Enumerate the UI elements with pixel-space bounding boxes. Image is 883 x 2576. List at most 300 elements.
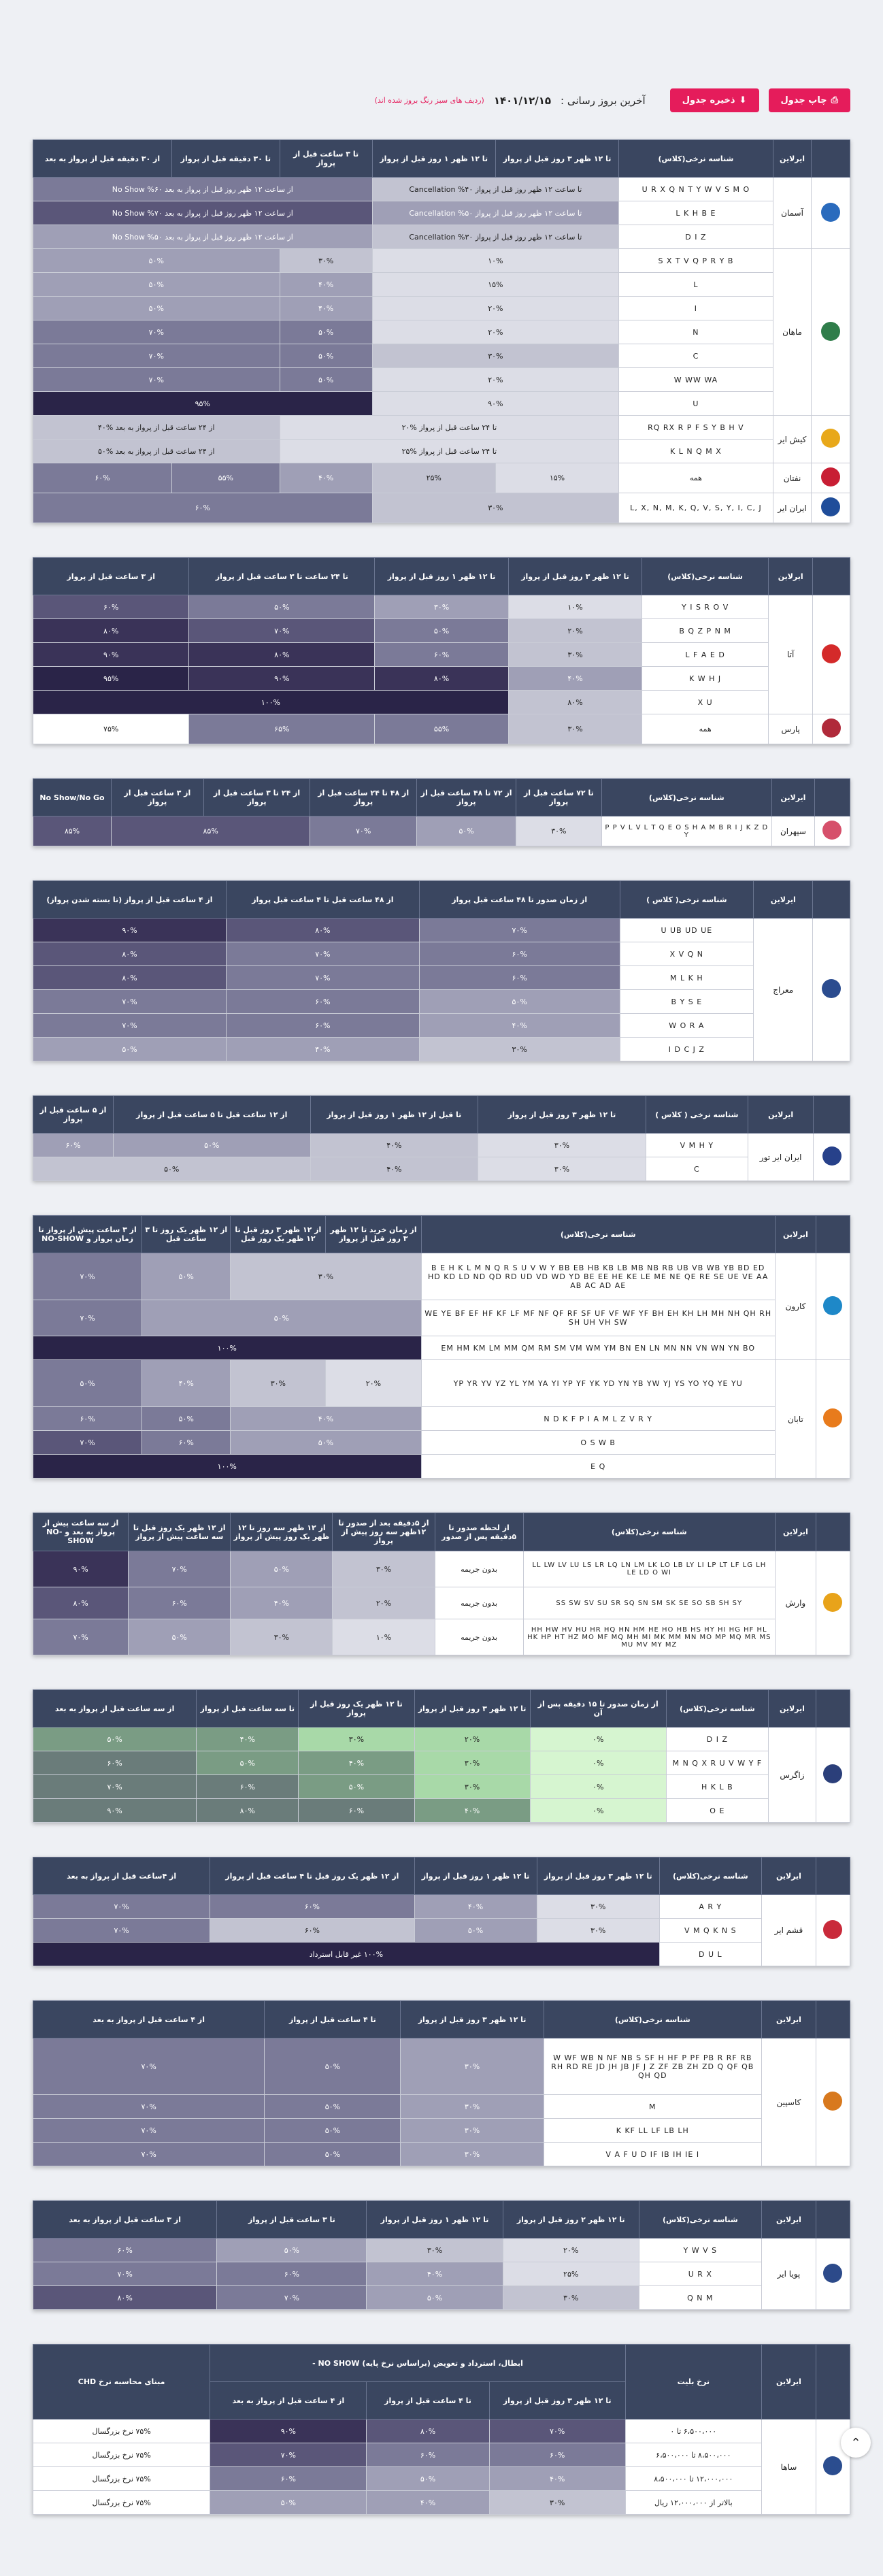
table-row [33, 595, 850, 619]
table-row [33, 1134, 850, 1157]
class-codes: همه [642, 714, 769, 744]
col-class: شناسه نرخی ( کلاس ) [646, 1096, 748, 1134]
col-4h: تا ۴ ساعت قبل از پرواز [367, 2382, 489, 2420]
save-button[interactable] [670, 88, 759, 112]
penalty-cell: ۴۰% [414, 1895, 537, 1919]
class-codes: K KF LL LF LB LH [544, 2119, 761, 2143]
col-airline: ایرلاین [775, 1513, 816, 1551]
table-header [33, 1096, 850, 1134]
table-row [33, 1919, 850, 1943]
col-class: شناسه نرخی(کلاس) [601, 779, 772, 816]
penalty-cell: ۵۰% [231, 1431, 421, 1455]
penalty-cell: ۵۰% [33, 273, 280, 297]
penalty-cell: ۴۰% [231, 1587, 333, 1619]
penalty-cell: ۸۰% [367, 2420, 489, 2443]
penalty-cell: ۵۰% [142, 1407, 231, 1431]
table-header [33, 1513, 850, 1551]
penalty-cell: ۲۰% [372, 297, 619, 320]
penalty-cell: ۴۰% [299, 1751, 414, 1775]
class-codes: U UB UD UE [620, 919, 754, 942]
iranair-logo-icon [812, 493, 850, 523]
airline-name: کارون [775, 1253, 816, 1360]
penalty-cell: ۵۰% [33, 1038, 227, 1061]
class-codes: L K H B E [619, 201, 773, 225]
class-codes: S X T V Q P R Y B [619, 249, 773, 273]
penalty-cell: ۸۵% [33, 816, 112, 846]
penalty-table-6 [33, 1215, 850, 1479]
penalty-cell: ۲۰% [372, 368, 619, 392]
penalty-cell: ۶۰% [419, 966, 620, 990]
penalty-cell: ۷۵% [33, 714, 189, 744]
class-codes: K L N Q M X [619, 440, 773, 463]
table-row [33, 178, 850, 201]
col-3days: تا ۱۲ ظهر ۳ روز قبل از پرواز [537, 1857, 659, 1895]
class-codes: D I Z [666, 1728, 768, 1751]
penalty-cell: ۲۰% [503, 2239, 639, 2262]
col-airline-logo [816, 1690, 850, 1728]
table-row [33, 1587, 850, 1619]
col-after-4h: از ۴ ساعت قبل از پرواز به بعد [210, 2382, 367, 2420]
penalty-cell: ۶۰% [142, 1431, 231, 1455]
penalty-cell: ۳۰% [375, 595, 509, 619]
col-airline-logo [816, 1857, 850, 1895]
penalty-cell: ۱۰۰% غیر قابل استرداد [33, 1943, 660, 1966]
class-codes: Y W V S [639, 2239, 761, 2262]
col-class: شناسه نرخی(کلاس) [544, 2001, 761, 2038]
penalty-cell: ۵۰% [217, 2239, 367, 2262]
airline-name: معراج [754, 919, 813, 1061]
table-row [33, 1728, 850, 1751]
col-24-3h: تا ۲۴ ساعت تا ۳ ساعت قبل از پرواز [189, 558, 375, 595]
class-codes: Y I S R O V [642, 595, 769, 619]
save-label: ذخیره جدول [682, 95, 735, 105]
penalty-cell: ۷۰% [226, 966, 419, 990]
penalty-cell: ۶۰% [33, 463, 172, 493]
penalty-cell: ۶۰% [226, 990, 419, 1014]
penalty-cell: از ۲۴ ساعت قبل از پرواز به بعد %۵۰ [33, 440, 280, 463]
penalty-cell: تا ساعت ۱۲ ظهر روز قبل از پرواز Cancellation %۵۰ [372, 201, 619, 225]
penalty-cell: ۷۰% [33, 1014, 227, 1038]
pars-logo-icon [813, 714, 850, 744]
class-codes: M L K H [620, 966, 754, 990]
penalty-cell: ۵۵% [375, 714, 509, 744]
col-3-1day: از ۱۲ ظهر ۳ روز قبل تا ۱۲ ظهر یک روز قبل [231, 1216, 326, 1253]
penalty-cell: ۲۰% [326, 1360, 421, 1407]
penalty-cell: ۳۰% [231, 1619, 333, 1655]
penalty-cell: ۵۰% [416, 816, 516, 846]
col-48h: از زمان صدور تا ۴۸ ساعت قبل پرواز [419, 881, 620, 919]
penalty-cell: ۰% [530, 1728, 666, 1751]
table-row [33, 1551, 850, 1587]
penalty-cell: تا ۲۴ ساعت قبل از پرواز %۲۵ [280, 440, 619, 463]
penalty-cell: ۱۰% [333, 1619, 435, 1655]
penalty-cell: ۷۰% [33, 320, 280, 344]
penalty-cell: ۷۰% [33, 1300, 142, 1336]
table-row [33, 1799, 850, 1823]
penalty-cell: تا ۲۴ ساعت قبل از پرواز %۲۰ [280, 416, 619, 440]
col-airline: ایرلاین [761, 2201, 816, 2239]
penalty-cell: ۷۰% [33, 990, 227, 1014]
class-codes: Q N M [639, 2286, 761, 2310]
col-3hours: تا ۳ ساعت قبل از پرواز [280, 140, 372, 178]
penalty-cell: ۴۰% [231, 1407, 421, 1431]
print-label: چاپ جدول [780, 95, 827, 105]
table-header [33, 2001, 850, 2038]
table-row [33, 1336, 850, 1360]
class-codes: YP YR YV YZ YL YM YA YI YP YF YK YD YN YB YW YJ YS YO YQ YE YU [421, 1360, 775, 1407]
col-airline-logo [814, 779, 850, 816]
class-codes: V A F U D IF IB IH IE I [544, 2143, 761, 2166]
col-1day: تا ۱۲ ظهر ۱ روز قبل از پرواز [367, 2201, 503, 2239]
col-3h: تا سه ساعت قبل از پرواز [197, 1690, 299, 1728]
update-date: ۱۴۰۱/۱۲/۱۵ [493, 94, 552, 107]
table-row [33, 919, 850, 942]
kish-logo-icon [812, 416, 850, 463]
penalty-cell: ۷۰% [217, 2286, 367, 2310]
penalty-table-9 [33, 1857, 850, 1966]
taban-logo-icon [816, 1360, 850, 1479]
table-row [33, 990, 850, 1014]
class-codes: X V Q N [620, 942, 754, 966]
penalty-cell: ۹۰% [33, 643, 189, 667]
penalty-cell: ۳۰% [537, 1895, 659, 1919]
table-row [33, 2143, 850, 2166]
class-codes: M [544, 2095, 761, 2119]
penalty-cell: ۱۵% [372, 273, 619, 297]
penalty-cell: ۹۰% [189, 667, 375, 691]
airline-name: قشم ایر [761, 1895, 816, 1966]
col-1day: تا قبل از ۱۲ ظهر ۱ روز قبل از پرواز [310, 1096, 478, 1134]
update-note: (ردیف های سبز رنگ بروز شده اند) [374, 96, 484, 105]
penalty-cell: ۵۰% [265, 2038, 401, 2095]
penalty-cell: ۶۰% [367, 2443, 489, 2467]
penalty-cell: ۵۰% [280, 368, 372, 392]
penalty-cell: ۵۰% [142, 1253, 231, 1300]
table-row [33, 643, 850, 667]
penalty-cell: ۷۰% [226, 942, 419, 966]
penalty-cell: ۷۰% [310, 816, 417, 846]
penalty-cell: ۷۰% [33, 344, 280, 368]
col-airline-logo [814, 1096, 850, 1134]
penalty-cell: ۷۰% [33, 1919, 210, 1943]
penalty-cell: ۷۰% [33, 368, 280, 392]
fare-range: بالاتر از ۱۲،۰۰۰،۰۰۰ ریال [625, 2491, 761, 2515]
penalty-cell: ۶۰% [217, 2262, 367, 2286]
penalty-cell: ۵۰% [265, 2095, 401, 2119]
airline-name: کاسپین [761, 2038, 816, 2166]
table-row [33, 249, 850, 273]
table-row [33, 1157, 850, 1181]
penalty-cell: ۵۰% [197, 1751, 299, 1775]
penalty-cell: ۴۰% [310, 1157, 478, 1181]
airline-name: پارس [768, 714, 813, 744]
penalty-cell: ۲۵% [372, 463, 495, 493]
col-after-3h: از ۳ ساعت قبل از پرواز به بعد [33, 2201, 217, 2239]
penalty-cell: ۳۰% [414, 1751, 530, 1775]
pouya-logo-icon [816, 2239, 850, 2310]
penalty-cell: ۳۰% [508, 643, 642, 667]
printer-icon: ⎙ [831, 95, 838, 105]
penalty-cell: ۸۰% [375, 667, 509, 691]
col-3days: تا ۱۲ ظهر ۳ روز قبل از پرواز [489, 2382, 625, 2420]
penalty-cell: از ساعت ۱۲ ظهر روز قبل از پرواز به بعد No Show %۵۰ [33, 225, 373, 249]
penalty-cell: ۶۰% [226, 1014, 419, 1038]
table-row [33, 2420, 850, 2443]
col-class: شناسه نرخی(کلاس) [659, 1857, 761, 1895]
col-airline: ایرلاین [775, 1216, 816, 1253]
class-codes: I D C J Z [620, 1038, 754, 1061]
penalty-cell: ۳۰% [516, 816, 601, 846]
col-5h: از ۵ ساعت قبل از پرواز [33, 1096, 114, 1134]
class-codes: A R Y [659, 1895, 761, 1919]
penalty-cell: ۳۰% [372, 493, 619, 523]
penalty-cell: ۹۰% [210, 2420, 367, 2443]
penalty-cell: ۶۰% [33, 493, 373, 523]
col-1day: تا ۱۲ ظهر یک روز قبل از پرواز [299, 1690, 414, 1728]
penalty-cell: ۴۰% [280, 463, 372, 493]
airline-name: وارش [775, 1551, 816, 1655]
penalty-cell: ۶۰% [210, 2467, 367, 2491]
penalty-table-10 [33, 2000, 850, 2166]
col-3h: از ۳ ساعت قبل از پرواز [111, 779, 203, 816]
penalty-cell: ۱۰% [508, 595, 642, 619]
class-codes: N [619, 320, 773, 344]
col-airline: ایرلاین [773, 140, 812, 178]
penalty-cell: ۵۰% [33, 1728, 197, 1751]
table-row [33, 1431, 850, 1455]
class-codes: U R X [639, 2262, 761, 2286]
class-codes: H K L B [666, 1775, 768, 1799]
col-airline: ایرلاین [754, 881, 813, 919]
col-airline: ایرلاین [761, 1857, 816, 1895]
table-row [33, 201, 850, 225]
penalty-cell: ۶۰% [33, 1134, 114, 1157]
penalty-cell: ۱۰۰% [33, 1455, 422, 1479]
col-class: شناسه نرخی(کلاس) [639, 2201, 761, 2239]
class-codes: B Y S E [620, 990, 754, 1014]
col-after-30min: از ۳۰ دقیقه قبل از پرواز به بعد [33, 140, 172, 178]
table-row [33, 1455, 850, 1479]
table-row [33, 2467, 850, 2491]
penalty-cell: ۲۰% [372, 320, 619, 344]
penalty-cell: ۶۰% [33, 1751, 197, 1775]
airline-name: کیش ایر [773, 416, 812, 463]
penalty-cell: ۸۵% [111, 816, 310, 846]
penalty-table-12 [33, 2344, 850, 2515]
col-3h-noshow: از ۳ ساعت پیش از پرواز تا زمان پرواز و NO-SHOW [33, 1216, 142, 1253]
print-button[interactable] [769, 88, 851, 112]
penalty-cell: ۲۵% [503, 2262, 639, 2286]
table-row [33, 1775, 850, 1799]
table-header [33, 881, 850, 919]
table-row [33, 2038, 850, 2095]
penalty-cell: ۹۰% [33, 1799, 197, 1823]
col-3days: تا ۱۲ ظهر ۳ روز قبل از پرواز [414, 1690, 530, 1728]
col-12-5h: از ۱۲ ساعت قبل تا ۵ ساعت قبل از پرواز [114, 1096, 311, 1134]
penalty-cell: ۴۰% [367, 2491, 489, 2515]
table-row [33, 966, 850, 990]
table-row [33, 619, 850, 643]
penalty-cell: ۵۰% [367, 2467, 489, 2491]
col-airline-logo [816, 1216, 850, 1253]
penalty-cell: از ساعت ۱۲ ظهر روز قبل از پرواز به بعد No Show %۶۰ [33, 178, 373, 201]
penalty-cell: ۳۰% [231, 1253, 421, 1300]
penalty-cell: ۵۰% [265, 2119, 401, 2143]
class-codes: K W H J [642, 667, 769, 691]
class-codes: W WF WB N NF NB S SF H HF P PF PB R RF RB RH RD RE JD JH JB JF J Z ZF ZB ZH ZD Q QF QB QH QD [544, 2038, 761, 2095]
col-3days: تا ۱۲ ظهر ۳ روز قبل از پرواز [478, 1096, 646, 1134]
penalty-cell: ۵۰% [265, 2143, 401, 2166]
penalty-cell: ۷۰% [210, 2443, 367, 2467]
chd-cell: ۷۵% نرخ بزرگسال [33, 2467, 210, 2491]
penalty-cell: ۷۰% [33, 2143, 265, 2166]
penalty-cell: ۳۰% [333, 1551, 435, 1587]
penalty-cell: از ساعت ۱۲ ظهر روز قبل از پرواز به بعد No Show %۷۰ [33, 201, 373, 225]
col-airline: ایرلاین [761, 2345, 816, 2420]
penalty-cell: ۳۰% [401, 2095, 544, 2119]
penalty-cell: ۳۰% [401, 2143, 544, 2166]
airline-name: ساها [761, 2420, 816, 2515]
penalty-cell: ۵۰% [419, 990, 620, 1014]
penalty-cell: ۲۰% [414, 1728, 530, 1751]
table-row [33, 1300, 850, 1336]
zagros-logo-icon [816, 1728, 850, 1823]
class-codes: E Q [421, 1455, 775, 1479]
penalty-cell: بدون جریمه [435, 1587, 523, 1619]
chd-cell: ۷۵% نرخ بزرگسال [33, 2420, 210, 2443]
penalty-cell: ۸۰% [33, 1587, 129, 1619]
class-codes: LL LW LV LU LS LR LQ LN LM LK LO LB LY LI LP LT LF LG LH LE LD O WI [523, 1551, 775, 1587]
table-row [33, 2262, 850, 2286]
table-row [33, 2443, 850, 2467]
penalty-cell: ۶۰% [375, 643, 509, 667]
penalty-table-5 [33, 1095, 850, 1181]
table-row [33, 1943, 850, 1966]
penalty-table-8 [33, 1689, 850, 1823]
penalty-cell: ۹۵% [33, 667, 189, 691]
penalty-cell: ۶۰% [33, 1407, 142, 1431]
penalty-cell: تا ساعت ۱۲ ظهر روز قبل از پرواز Cancellation %۴۰ [372, 178, 619, 201]
class-codes: L, X, N, M, K, Q, V, S, Y, I, C, J [619, 493, 773, 523]
chd-cell: ۷۵% نرخ بزرگسال [33, 2443, 210, 2467]
penalty-cell: ۳۰% [231, 1360, 326, 1407]
table-row [33, 1038, 850, 1061]
penalty-table-3 [33, 778, 850, 846]
penalty-cell: ۵۰% [280, 320, 372, 344]
col-30min: تا ۳۰ دقیقه قبل از پرواز [172, 140, 280, 178]
class-codes: V M Q K N S [659, 1919, 761, 1943]
fare-range: ۱۲،۰۰۰،۰۰۰ تا ۸،۵۰۰،۰۰۰ [625, 2467, 761, 2491]
penalty-cell: ۲۰% [508, 619, 642, 643]
col-airline: ایرلاین [768, 1690, 816, 1728]
penalty-cell: ۷۰% [33, 1431, 142, 1455]
penalty-cell: ۵۰% [33, 297, 280, 320]
col-airline-logo [816, 2345, 850, 2420]
penalty-cell: ۱۵% [495, 463, 618, 493]
table-row [33, 691, 850, 714]
table-row [33, 667, 850, 691]
penalty-cell: ۴۰% [280, 297, 372, 320]
penalty-cell: ۵۰% [231, 1551, 333, 1587]
col-4h: تا ۴ ساعت قبل از پرواز [265, 2001, 401, 2038]
penalty-cell: ۵۰% [33, 249, 280, 273]
col-1day: تا ۱۲ ظهر ۱ روز قبل از پرواز [372, 140, 495, 178]
class-codes: همه [619, 463, 773, 493]
scroll-top-button[interactable] [841, 2428, 871, 2458]
penalty-cell: ۵۰% [142, 1300, 421, 1336]
table-row [33, 344, 850, 368]
penalty-cell: ۹۰% [33, 919, 227, 942]
table-header [33, 140, 850, 178]
penalty-cell: ۷۰% [33, 2095, 265, 2119]
table-row [33, 463, 850, 493]
penalty-cell: ۵۰% [367, 2286, 503, 2310]
table-header [33, 558, 850, 595]
table-row [33, 493, 850, 523]
table-header [33, 1216, 850, 1253]
col-1day-3h: از ۱۲ ظهر یک روز تا ۳ ساعت قبل [142, 1216, 231, 1253]
penalty-cell: ۴۰% [280, 273, 372, 297]
penalty-cell: ۳۰% [367, 2239, 503, 2262]
penalty-cell: ۳۰% [372, 344, 619, 368]
class-codes: P P V L V L T Q E O S H A M B R I J K Z D Y [601, 816, 772, 846]
penalty-cell: ۶۰% [210, 1919, 414, 1943]
penalty-cell: ۸۰% [33, 2286, 217, 2310]
col-15min: از زمان صدور تا ۱۵ دقیقه پس از آن [530, 1690, 666, 1728]
penalty-cell: ۴۰% [310, 1134, 478, 1157]
col-3days: تا ۱۲ ظهر ۳ روز قبل از پرواز [495, 140, 618, 178]
penalty-cell: ۷۰% [33, 1253, 142, 1300]
penalty-cell: بدون جریمه [435, 1619, 523, 1655]
penalty-cell: ۳۰% [503, 2286, 639, 2310]
class-codes: W WW WA [619, 368, 773, 392]
penalty-cell: ۴۰% [489, 2467, 625, 2491]
col-airline-logo [816, 2201, 850, 2239]
table-row [33, 416, 850, 440]
col-noshow: از ۳ ساعت قبل از پرواز [33, 558, 189, 595]
penalty-cell: ۲۰% [333, 1587, 435, 1619]
penalty-table-7 [33, 1513, 850, 1655]
airline-name: سپهران [772, 816, 815, 846]
col-airline: ایرلاین [772, 779, 815, 816]
penalty-cell: ۴۰% [414, 1799, 530, 1823]
penalty-cell: از ۲۴ ساعت قبل از پرواز به بعد %۴۰ [33, 416, 280, 440]
class-codes: RQ RX R P F S Y B H V [619, 416, 773, 440]
airline-name: ایران ایر تور [748, 1134, 814, 1181]
table-row [33, 1619, 850, 1655]
col-class: شناسه نرخی(کلاس) [619, 140, 773, 178]
col-penalty-group: ابطال، استرداد و تعویض (براساس نرخ پایه) NO SHOW - [210, 2345, 626, 2382]
penalty-cell: ۴۰% [367, 2262, 503, 2286]
airline-name: زاگرس [768, 1728, 816, 1823]
penalty-cell: ۵۰% [414, 1919, 537, 1943]
class-codes: N D K F P I A M L Z V R Y [421, 1407, 775, 1431]
penalty-cell: ۹۵% [33, 392, 373, 416]
table-header [33, 2345, 850, 2382]
penalty-cell: ۶۵% [189, 714, 375, 744]
penalty-cell: ۵۰% [33, 1157, 311, 1181]
table-row [33, 273, 850, 297]
col-3days: از ۵دقیقه بعد از صدور تا ۱۲ظهر سه روز پیش از پرواز [333, 1513, 435, 1551]
penalty-cell: ۷۰% [189, 619, 375, 643]
penalty-cell: ۴۰% [197, 1728, 299, 1751]
page [23, 0, 860, 2576]
penalty-cell: ۷۰% [33, 1775, 197, 1799]
penalty-table-4 [33, 880, 850, 1061]
chevron-up-icon: ⌃ [850, 2435, 861, 2450]
col-class: شناسه نرخی(کلاس) [421, 1216, 775, 1253]
airline-name: پویا ایر [761, 2239, 816, 2310]
